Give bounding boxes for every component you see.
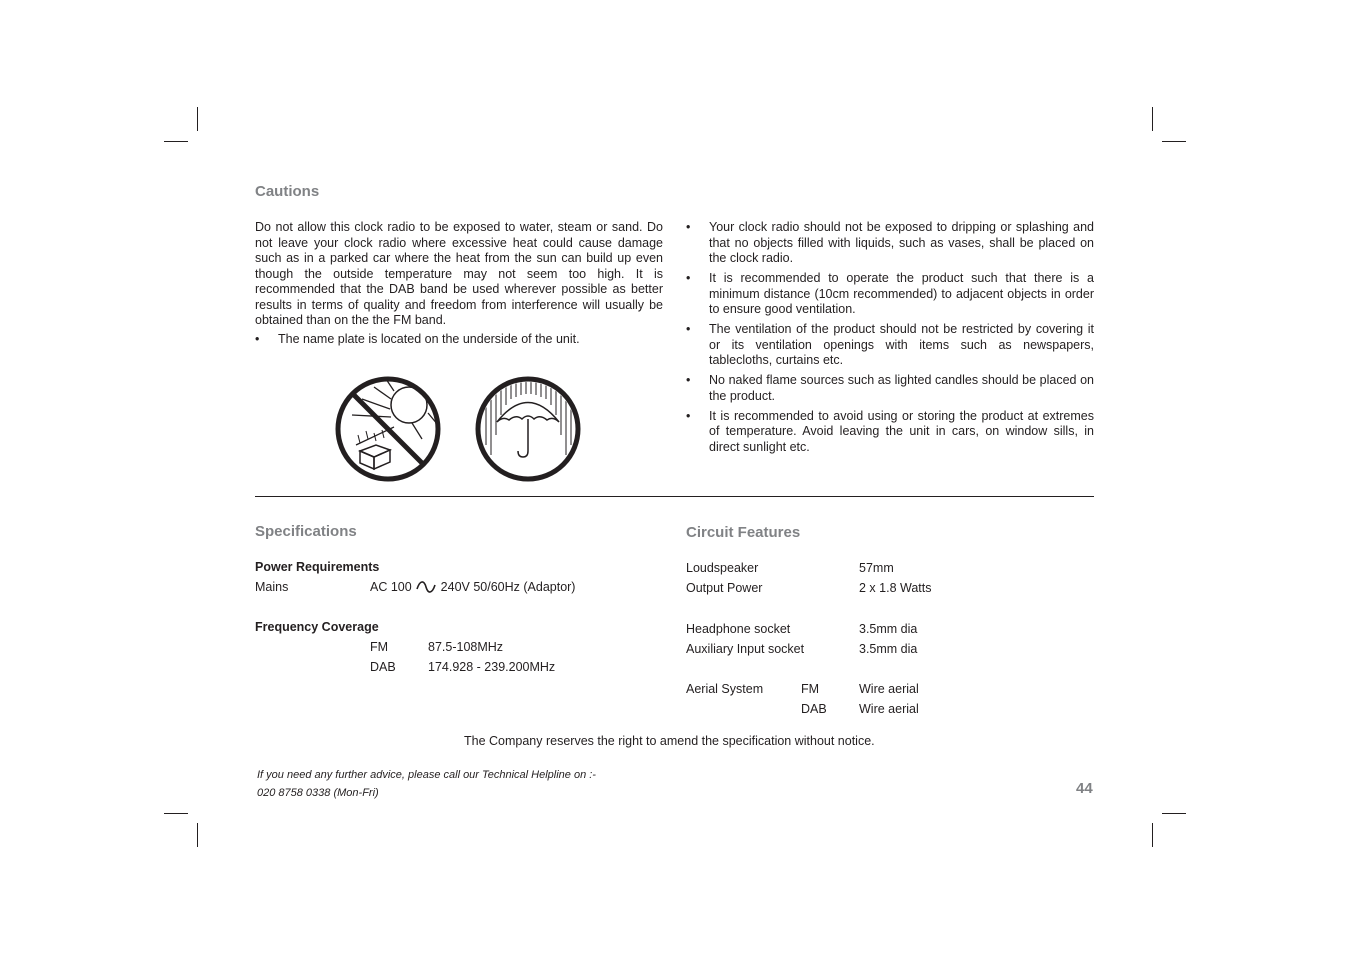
output-power-label: Output Power [686,581,763,595]
list-item: • Your clock radio should not be exposed to dripping or splashing and that no objects filled with liquids, such as vases, shall be placed on the clock radio. [686,220,1094,265]
aux-input-socket-value: 3.5mm dia [859,642,918,656]
crop-mark [197,823,198,847]
cautions-intro: Do not allow this clock radio to be exposed to water, steam or sand. Do not leave your clock radio where excessive heat could cause damage such as in a parked car where the heat from the sun can build up even though the outside temperature may not seem too high. It is recommended that the DAB band be used wherever possible as better results in terms of quality and freedom from interference will usually be obtained than on the the FM band. [255,220,663,327]
list-item: • The ventilation of the product should not be restricted by covering it or its ventilation openings with items such as newspapers, tablecloths, curtains etc. [686,322,1094,367]
crop-mark [197,107,198,131]
aerial-fm-band: FM [801,682,820,696]
loudspeaker-label: Loudspeaker [686,561,759,575]
band-fm-range: 87.5-108MHz [428,640,504,654]
crop-mark [1152,107,1153,131]
band-dab-range: 174.928 - 239.200MHz [428,660,556,674]
aerial-system-label: Aerial System [686,682,764,696]
helpline-number: 020 8758 0338 (Mon-Fri) [257,787,379,799]
band-fm-label: FM [370,640,389,654]
list-item: • It is recommended to operate the product such that there is a minimum distance (10cm recommended) to adjacent objects in order to ensure good ventilation. [686,271,1094,316]
aerial-dab-value: Wire aerial [859,702,919,716]
specification-notice: The Company reserves the right to amend the specification without notice. [464,734,875,748]
aux-input-socket-label: Auxiliary Input socket [686,642,805,656]
mains-value: AC 100 240V 50/60Hz (Adaptor) [370,580,576,594]
page-number: 44 [1076,780,1093,797]
cautions-left-list [255,332,663,352]
helpline-text: If you need any further advice, please call our Technical Helpline on :- 020 8758 0338 (Mon-Fri) [257,769,596,799]
list-item: • The name plate is located on the underside of the unit. [255,332,580,346]
crop-mark [1152,823,1153,847]
frequency-coverage-heading: Frequency Coverage [255,620,379,634]
mains-label: Mains [255,580,289,594]
ac-sine-wave-icon [416,581,436,593]
power-requirements-heading: Power Requirements [255,560,380,574]
crop-mark [1162,141,1186,142]
output-power-value: 2 x 1.8 Watts [859,581,932,595]
circuit-features-heading: Circuit Features [686,524,801,541]
loudspeaker-value: 57mm [859,561,894,575]
section-divider [255,496,1094,497]
list-item: • No naked flame sources such as lighted candles should be placed on the product. [686,373,1094,403]
crop-mark [1162,813,1186,814]
aerial-dab-band: DAB [801,702,827,716]
crop-mark [164,141,188,142]
aerial-fm-value: Wire aerial [859,682,919,696]
keep-dry-umbrella-icon [474,375,582,483]
headphone-socket-value: 3.5mm dia [859,622,918,636]
headphone-socket-label: Headphone socket [686,622,791,636]
no-sun-heat-icon [334,375,442,483]
cautions-right-list [686,220,1094,460]
specifications-heading: Specifications [255,523,357,540]
cautions-heading: Cautions [255,183,320,200]
crop-mark [164,813,188,814]
band-dab-label: DAB [370,660,396,674]
list-item: • It is recommended to avoid using or storing the product at extremes of temperature. Avoid leaving the unit in cars, on window sills, in direct sunlight etc. [686,408,1094,454]
